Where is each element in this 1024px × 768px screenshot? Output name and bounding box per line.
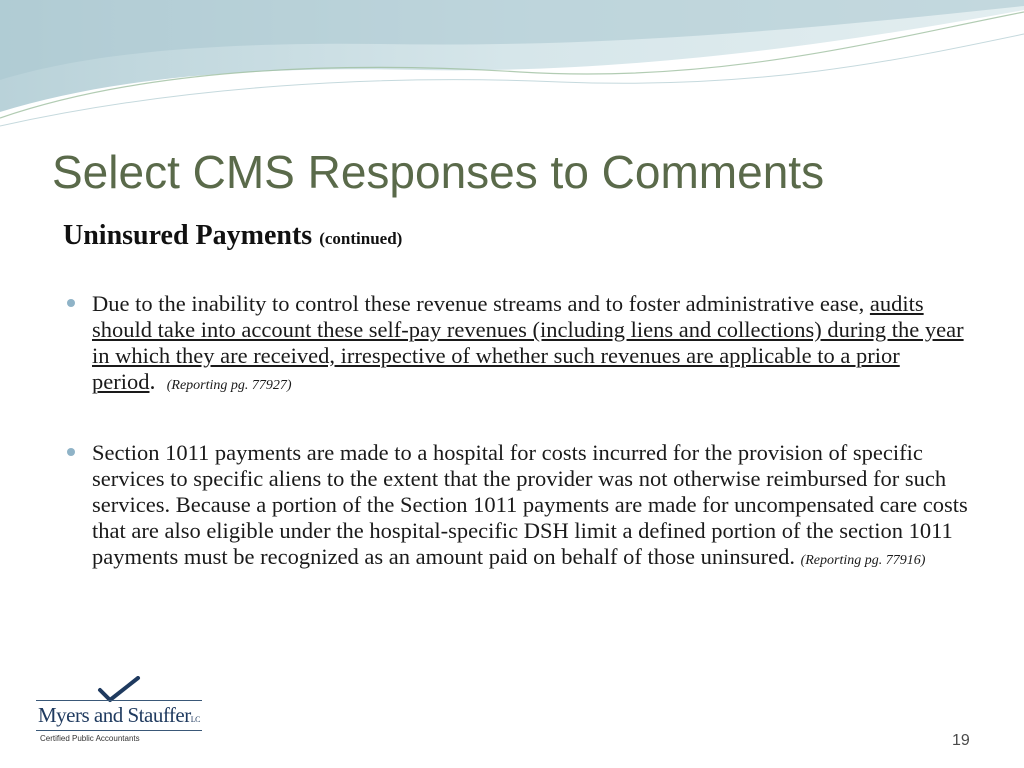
- bullet-underlined-text: audits should take into account these self-pay revenues (including liens and collections) during the year in which they are received, irrespective of whether such revenues are applicable to a prior period: [92, 291, 964, 394]
- logo-name-text: Myers and Stauffer: [38, 703, 191, 727]
- bullet-reference: (Reporting pg. 77916): [800, 553, 926, 568]
- bullet-item: [66, 440, 976, 574]
- bullet-lead-text: Due to the inability to control these revenue streams and to foster administrative ease,: [92, 291, 870, 316]
- bullet-dot-icon: [67, 448, 75, 456]
- logo-top-rule: [36, 700, 202, 701]
- slide-title: Select CMS Responses to Comments: [52, 146, 825, 198]
- bullet-dot-icon: [67, 299, 75, 307]
- bullet-item: [66, 291, 976, 399]
- bullet-list: [66, 291, 976, 574]
- logo-name: [38, 703, 200, 732]
- slide-subtitle: [63, 218, 402, 257]
- page-number: 19: [952, 732, 970, 749]
- logo-tagline: Certified Public Accountants: [40, 734, 140, 743]
- subtitle-note: (continued): [319, 229, 403, 248]
- bullet-reference: (Reporting pg. 77927): [166, 378, 292, 393]
- header-wave-decoration: [0, 0, 1024, 130]
- logo-suffix: LC: [190, 715, 200, 724]
- logo-bottom-rule: [36, 730, 202, 731]
- bullet-tail-text: .: [149, 369, 156, 395]
- company-logo: [34, 676, 204, 746]
- subtitle-text: Uninsured Payments: [63, 220, 313, 251]
- bullet-lead-text: Section 1011 payments are made to a hospital for costs incurred for the provision of specific services to specific aliens to the extent that the provider was not otherwise reimbursed for such services. Because a portion of the Section 1011 payments are made for uncompensated care costs that are also eligible under the hospital-specific DSH limit a defined portion of the section 1011 payments must be recognized as an amount paid on behalf of those uninsured.: [92, 440, 968, 569]
